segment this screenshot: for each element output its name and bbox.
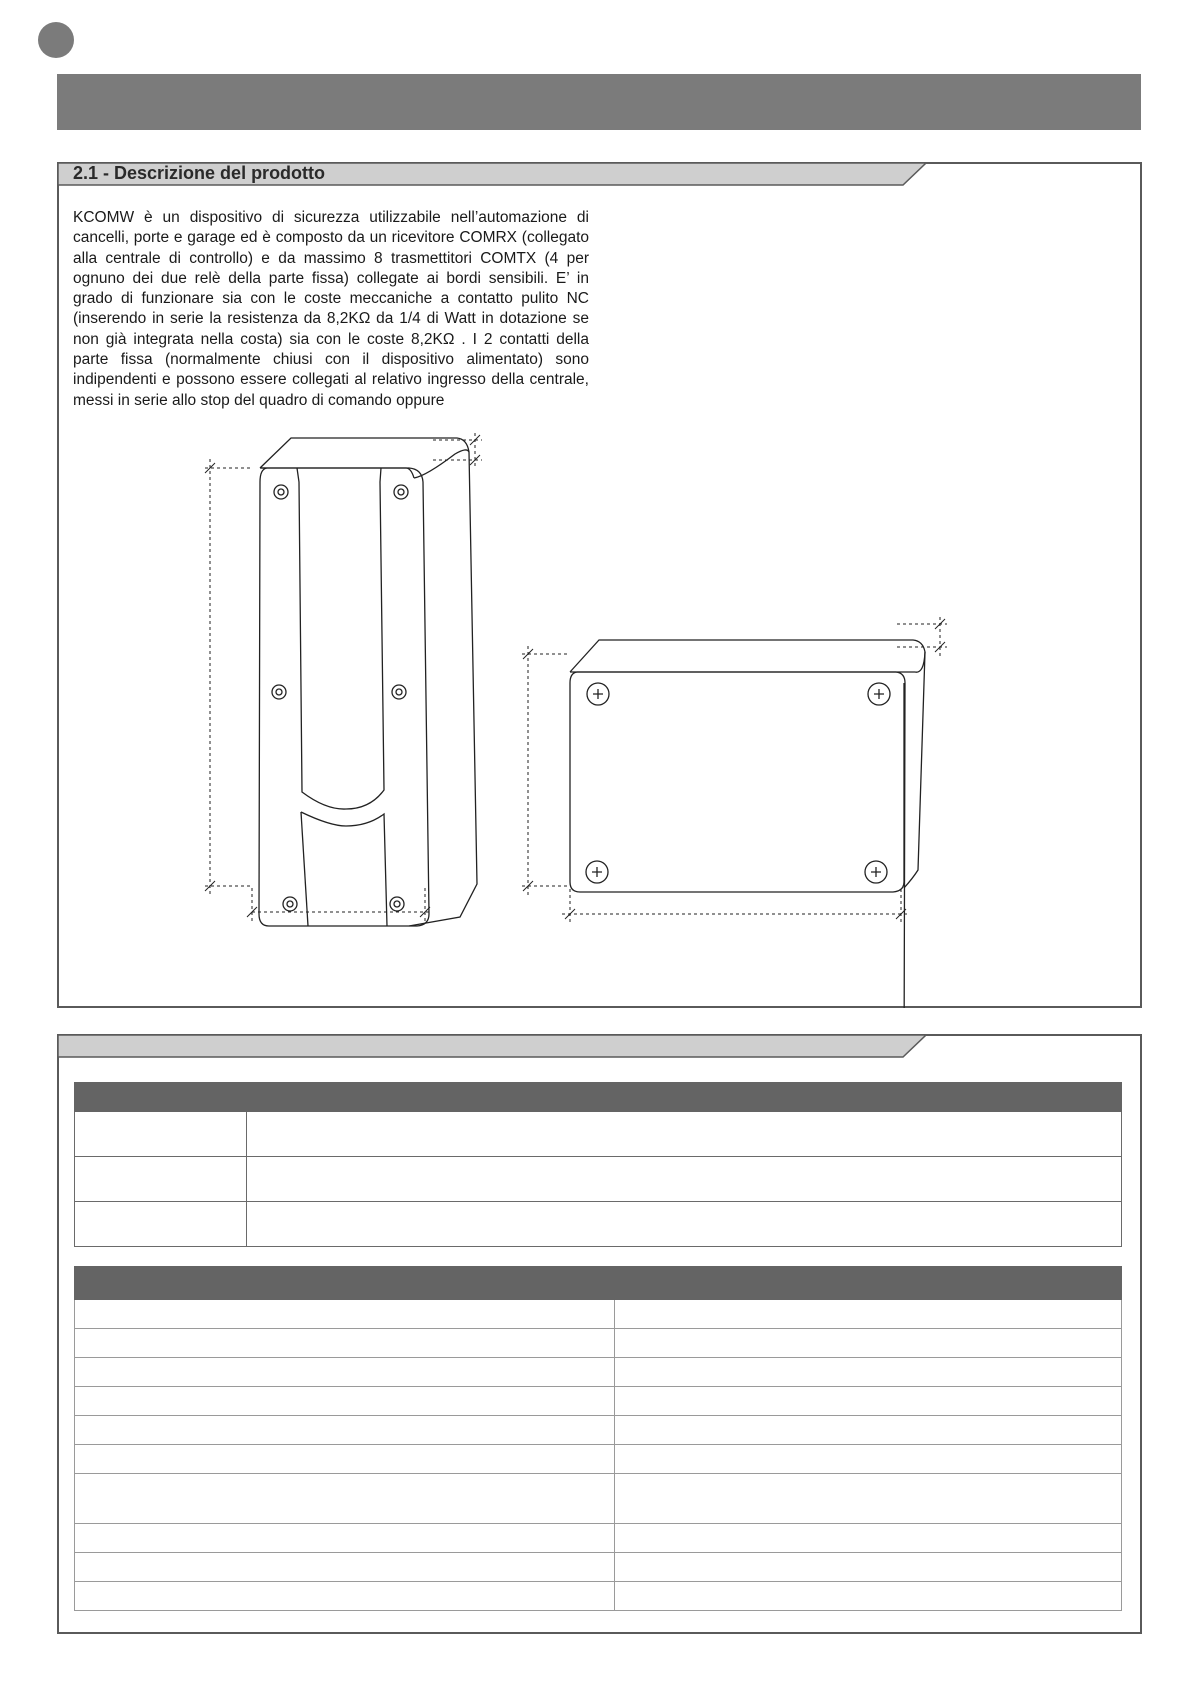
table-cell bbox=[247, 1157, 1122, 1202]
table-cell bbox=[615, 1358, 1122, 1387]
table-cell bbox=[75, 1445, 615, 1474]
table-row bbox=[75, 1112, 1122, 1157]
table-header-row bbox=[75, 1083, 1122, 1112]
table-row bbox=[75, 1582, 1122, 1611]
product-drawings bbox=[57, 162, 1142, 1008]
product-description-text: KCOMW è un dispositivo di sicurezza utilizzabile nell’automazione di cancelli, porte e garage ed è composto da un ricevitore COMRX (collegato alla centrale di controllo) e da massimo 8 trasmettitori COMTX (4 per ognuno dei due relè della parte fissa) collegate ai bordi sensibili. E’ in grado di funzionare sia con le coste meccaniche a contatto pulito NC (inserendo in serie la resistenza da 8,2KΩ da 1/4 di Watt in dotazione se non già integrata nella costa) sia con le coste 8,2KΩ . I 2 contatti della parte fissa (normalmente chiusi con il dispositivo alimentato) sono indipendenti e possono essere collegati al relativo ingresso della centrale, messi in serie allo stop del quadro di comando oppure bbox=[73, 209, 589, 409]
table-cell bbox=[615, 1387, 1122, 1416]
table-cell bbox=[615, 1300, 1122, 1329]
specifications-table bbox=[74, 1266, 1122, 1611]
table-cell bbox=[75, 1524, 615, 1553]
dimension-ticks bbox=[205, 435, 945, 919]
table-cell bbox=[615, 1553, 1122, 1582]
table-row bbox=[75, 1157, 1122, 1202]
table-cell bbox=[615, 1474, 1122, 1524]
table-row bbox=[75, 1416, 1122, 1445]
table-row bbox=[75, 1202, 1122, 1247]
transmitter-drawing bbox=[259, 438, 477, 926]
receiver-drawing bbox=[570, 640, 925, 1008]
table-row bbox=[75, 1358, 1122, 1387]
chapter-header-bar bbox=[57, 74, 1141, 130]
table-cell bbox=[615, 1329, 1122, 1358]
table-cell bbox=[75, 1387, 615, 1416]
table-cell bbox=[247, 1202, 1122, 1247]
section-title: 2.1 - Descrizione del prodotto bbox=[73, 163, 326, 183]
table-cell bbox=[75, 1300, 615, 1329]
table-row bbox=[75, 1329, 1122, 1358]
table-cell bbox=[75, 1474, 615, 1524]
header-cell bbox=[75, 1083, 247, 1112]
table-row bbox=[75, 1300, 1122, 1329]
table-row bbox=[75, 1445, 1122, 1474]
table-cell bbox=[615, 1524, 1122, 1553]
table-cell bbox=[75, 1202, 247, 1247]
table-cell bbox=[75, 1358, 615, 1387]
header-cell bbox=[247, 1083, 1122, 1112]
table-cell bbox=[615, 1445, 1122, 1474]
table-row bbox=[75, 1553, 1122, 1582]
table-cell bbox=[615, 1582, 1122, 1611]
table-cell bbox=[75, 1112, 247, 1157]
models-table bbox=[74, 1082, 1122, 1247]
table-cell bbox=[75, 1416, 615, 1445]
table-row bbox=[75, 1387, 1122, 1416]
header-cell bbox=[75, 1267, 615, 1300]
table-cell bbox=[75, 1553, 615, 1582]
table-row bbox=[75, 1474, 1122, 1524]
section-tab bbox=[57, 1034, 927, 1058]
dimension-lines bbox=[205, 433, 947, 924]
table-cell bbox=[615, 1416, 1122, 1445]
table-cell bbox=[75, 1582, 615, 1611]
header-cell bbox=[615, 1267, 1122, 1300]
page-number-badge bbox=[38, 22, 74, 58]
table-cell bbox=[247, 1112, 1122, 1157]
table-cell bbox=[75, 1157, 247, 1202]
table-header-row bbox=[75, 1267, 1122, 1300]
table-cell bbox=[75, 1329, 615, 1358]
table-row bbox=[75, 1524, 1122, 1553]
